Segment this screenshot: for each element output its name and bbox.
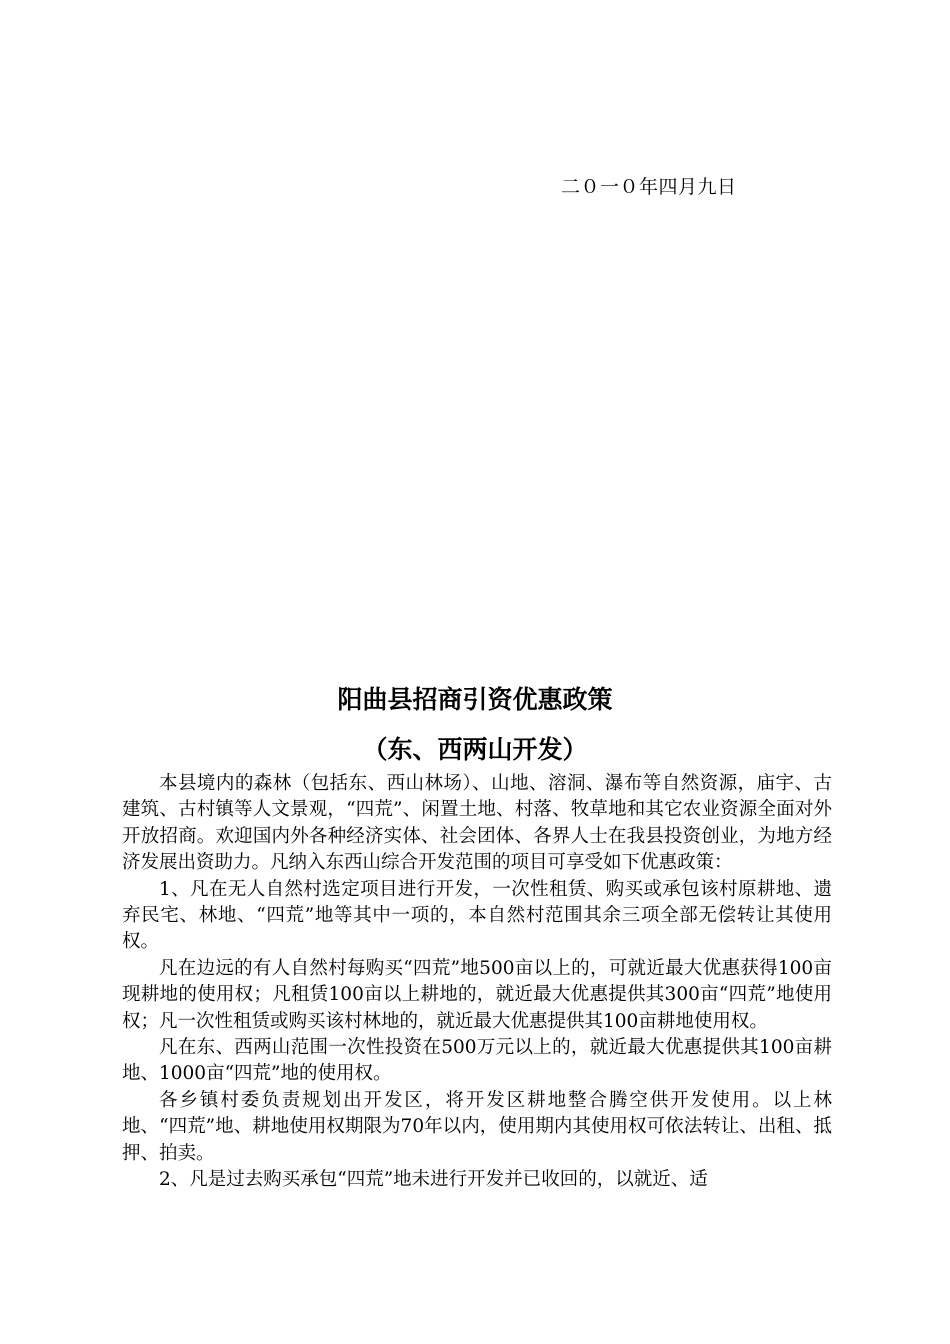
document-title: 阳曲县招商引资优惠政策 bbox=[337, 685, 613, 714]
document-subtitle: （东、西两山开发） bbox=[362, 735, 588, 764]
document-date: 二０一０年四月九日 bbox=[561, 176, 737, 198]
paragraph-development-zone: 各乡镇村委负责规划出开发区，将开发区耕地整合腾空供开发使用。以上林地、“四荒”地、耕地使用权期限为70年以内，使用期内其使用权可依法转让、出租、抵押、拍卖。 bbox=[122, 1089, 832, 1164]
paragraph-remote-village: 凡在边远的有人自然村每购买“四荒”地500亩以上的，可就近最大优惠获得100亩现耕地的使用权；凡租赁100亩以上耕地的，就近最大优惠提供其300亩“四荒”地使用权；凡一次性租赁或购买该村林地的，就近最大优惠提供其100亩耕地使用权。 bbox=[122, 957, 832, 1032]
paragraph-policy-2: 2、凡是过去购买承包“四荒”地未进行开发并已收回的，以就近、适 bbox=[159, 1169, 708, 1191]
document-body bbox=[122, 771, 832, 1194]
paragraph-policy-1: 1、凡在无人自然村选定项目进行开发，一次性租赁、购买或承包该村原耕地、遗弃民宅、林地、“四荒”地等其中一项的，本自然村范围其余三项全部无偿转让其使用权。 bbox=[122, 878, 832, 953]
paragraph-investment-threshold: 凡在东、西两山范围一次性投资在500万元以上的，就近最大优惠提供其100亩耕地、1000亩“四荒”地的使用权。 bbox=[122, 1037, 832, 1085]
paragraph-intro: 本县境内的森林（包括东、西山林场）、山地、溶洞、瀑布等自然资源，庙宇、古建筑、古村镇等人文景观，“四荒”、闲置土地、村落、牧草地和其它农业资源全面对外开放招商。欢迎国内外各种经济实体、社会团体、各界人士在我县投资创业，为地方经济发展出资助力。凡纳入东西山综合开发范围的项目可享受如下优惠政策： bbox=[122, 773, 832, 874]
